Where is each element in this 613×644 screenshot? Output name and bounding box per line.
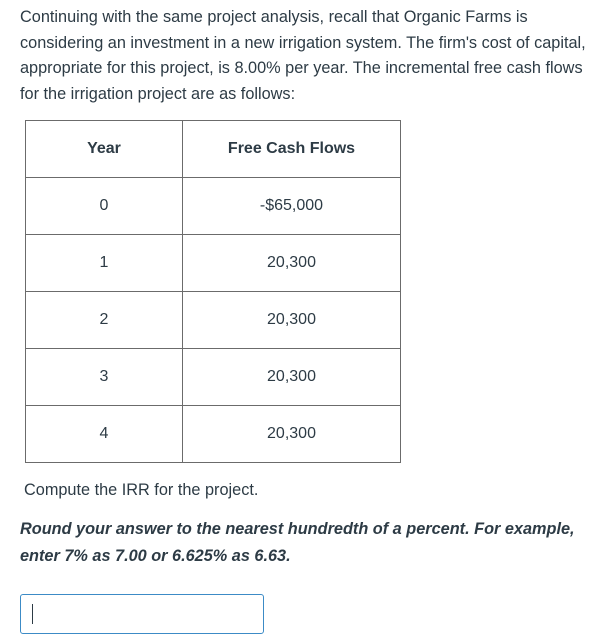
cash-flow-cell: 20,300 <box>183 235 401 292</box>
table-row <box>26 235 401 292</box>
irr-answer-input[interactable] <box>20 594 264 634</box>
text-cursor <box>32 604 33 624</box>
problem-intro: Continuing with the same project analysis, recall that Organic Farms is considering an investment in a new irrigation system. The firm's cost of capital, appropriate for this project, is 8.00% per year. The incremental free cash flows for the irrigation project are as follows: <box>20 8 586 103</box>
table-header-row <box>26 121 401 178</box>
year-cell: 1 <box>26 235 183 292</box>
year-header: Year <box>26 121 183 178</box>
rounding-instruction: Round your answer to the nearest hundredth of a percent. For example, enter 7% as 7.00 or 6.625% as 6.63. <box>20 520 575 565</box>
year-cell: 2 <box>26 292 183 349</box>
question-text: Compute the IRR for the project. <box>24 481 259 499</box>
cash-flow-cell: 20,300 <box>183 406 401 463</box>
cash-flow-table <box>25 120 401 463</box>
table-row <box>26 349 401 406</box>
cash-flow-cell: 20,300 <box>183 292 401 349</box>
table-row <box>26 292 401 349</box>
year-cell: 0 <box>26 178 183 235</box>
year-cell: 4 <box>26 406 183 463</box>
table-row <box>26 406 401 463</box>
table-row <box>26 178 401 235</box>
year-cell: 3 <box>26 349 183 406</box>
cash-flow-cell: 20,300 <box>183 349 401 406</box>
cash-flow-cell: -$65,000 <box>183 178 401 235</box>
free-cash-flows-header: Free Cash Flows <box>183 121 401 178</box>
